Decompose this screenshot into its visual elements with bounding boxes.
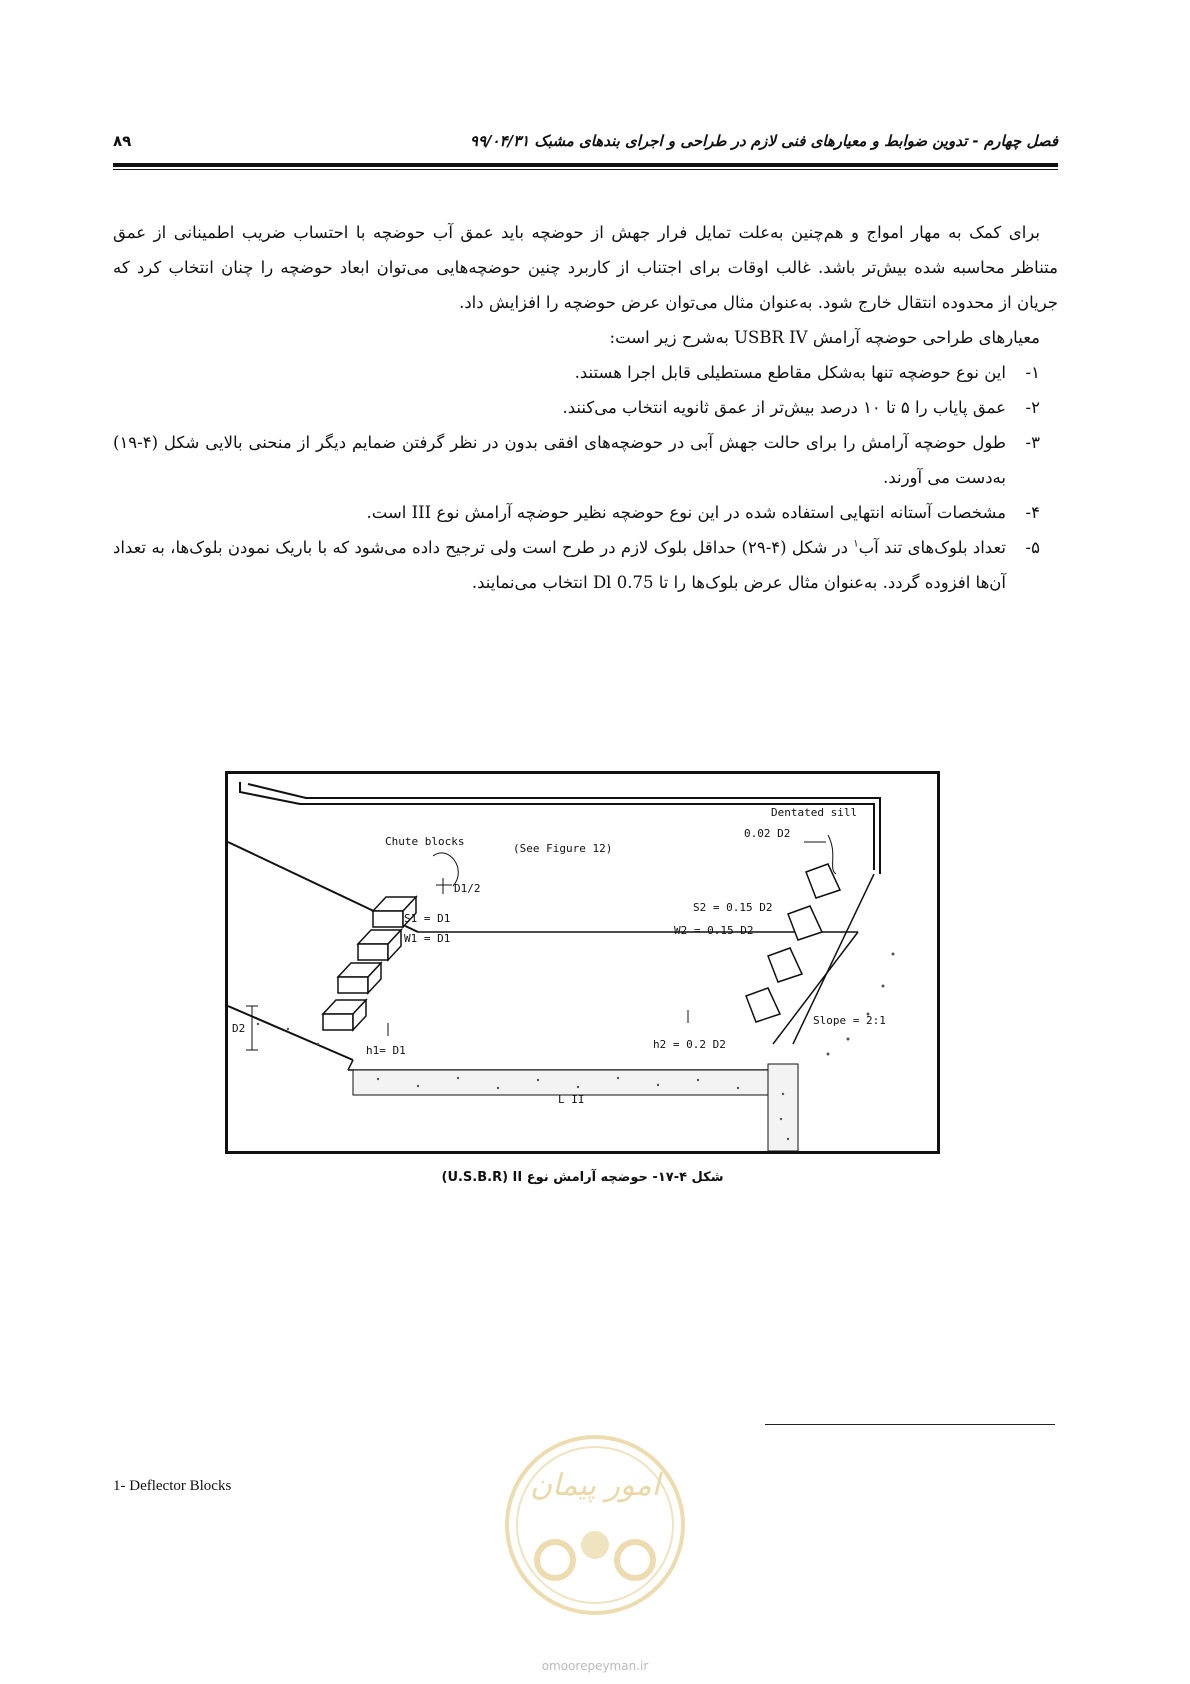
chute-blocks-label: Chute blocks [385, 835, 465, 848]
list-text: این نوع حوضچه تنها به‌شکل مقاطع مستطیلی قابل اجرا هستند. [574, 363, 1006, 382]
stilling-basin-figure [225, 771, 940, 1154]
list-number: ۳- [1025, 433, 1040, 452]
s1-label: S1 = D1 [404, 912, 451, 925]
d1-over-2-label: D1/2 [454, 882, 481, 895]
footnote-separator [765, 1424, 1055, 1425]
list-text: در شکل (۴-۲۹) حداقل بلوک لازم در طرح است ولی ترجیح داده می‌شود که با باریک نمودن بلوک‌ها، به تعداد آن‌ها افزوده گردد. به‌عنوان مثال عرض بلوک‌ها را تا 0.75 Dl انتخاب می‌نمایند. [113, 538, 1006, 592]
page-number: ۸۹ [113, 132, 132, 150]
body-paragraph: برای کمک به مهار امواج و هم‌چنین به‌علت تمایل فرار جهش از حوضچه باید عمق آب حوضچه با احتساب ضریب اطمینانی از عمق متناظر محاسبه شده بیش‌تر باشد. غالب اوقات برای اجتناب از کاربرد چنین حوضچه‌هایی می‌توان ابعاد حوضچه را چنان انتخاب کرد که جریان از محدوده انتقال خارج شود. به‌عنوان مثال می‌توان عرض حوضچه را افزایش داد. [113, 223, 1058, 312]
header-rule-thin [113, 169, 1058, 170]
stilling-basin-drawing [228, 774, 937, 1151]
running-title: فصل چهارم - تدوین ضوابط و معیارهای فنی لازم در طراحی و اجرای بندهای مشبک ۹۹/۰۴/۳۱ [469, 132, 1058, 150]
footnote: 1- Deflector Blocks [113, 1478, 232, 1494]
header-rule-thick [113, 163, 1058, 167]
sill-gap-label: 0.02 D2 [744, 827, 791, 840]
watermark-logo [500, 1420, 690, 1680]
watermark-logo-text: امور پیمان [530, 1468, 660, 1503]
length-label: L II [558, 1093, 585, 1106]
watermark-site: omoorepeyman.ir [541, 1659, 649, 1673]
d2-label: D2 [232, 1022, 246, 1035]
list-number: ۲- [1025, 398, 1040, 417]
see-figure-label: (See Figure 12) [513, 842, 613, 855]
s2-label: S2 = 0.15 D2 [693, 901, 773, 914]
w1-label: W1 = D1 [404, 932, 451, 945]
list-number: ۱- [1025, 363, 1040, 382]
list-item [113, 425, 1058, 495]
h2-label: h2 = 0.2 D2 [653, 1038, 726, 1051]
slope-label: Slope = 2:1 [813, 1014, 886, 1027]
list-text: عمق پایاب را ۵ تا ۱۰ درصد بیش‌تر از عمق ثانویه انتخاب می‌کنند. [562, 398, 1006, 417]
list-item [113, 495, 1058, 530]
dentated-sill-label: Dentated sill [771, 806, 858, 819]
list-item [113, 530, 1058, 600]
figure-caption: شکل ۴-۱۷- حوضچه آرامش نوع U.S.B.R) II) [441, 1170, 724, 1185]
list-text: طول حوضچه آرامش را برای حالت جهش آبی در حوضچه‌های افقی بدون در نظر گرفتن ضمایم دیگر از منحنی بالایی شکل (۴-۱۹) به‌دست می آورند. [113, 433, 1006, 487]
list-item [113, 355, 1058, 390]
list-text: مشخصات آستانه انتهایی استفاده شده در این نوع حوضچه نظیر حوضچه آرامش نوع III است. [366, 503, 1006, 522]
page-header [113, 128, 1058, 158]
h1-label: h1= D1 [366, 1044, 406, 1057]
list-number: ۴- [1025, 503, 1040, 522]
body-text [113, 215, 1058, 600]
list-text: تعداد بلوک‌های تند آب [858, 538, 1007, 557]
w2-label: W2 = 0.15 D2 [674, 924, 754, 937]
criteria-intro: معیارهای طراحی حوضچه آرامش USBR IV به‌شرح زیر است: [609, 328, 1040, 347]
list-item [113, 390, 1058, 425]
list-number: ۵- [1025, 538, 1040, 557]
footnote-reference: ۱ [853, 538, 859, 550]
